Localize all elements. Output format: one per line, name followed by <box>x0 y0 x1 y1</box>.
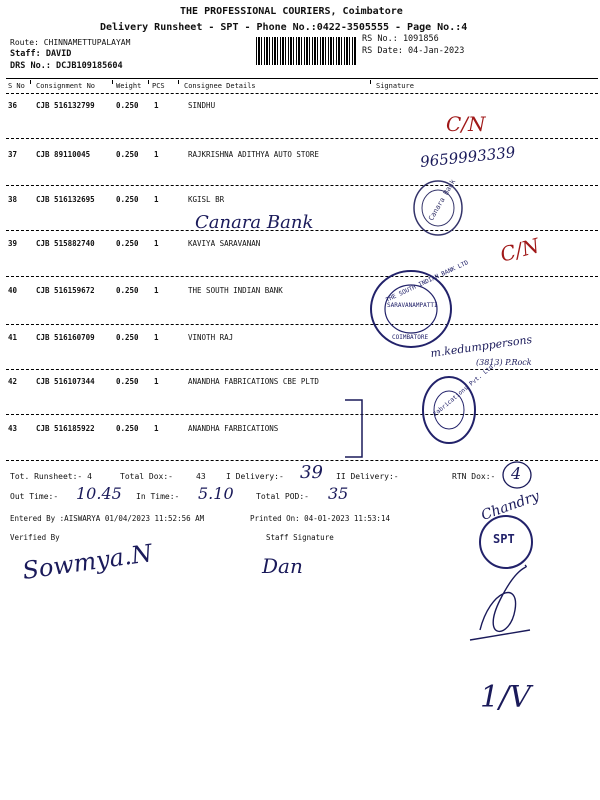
south-indian-stamp-branch: SARAVANAMPATTI <box>387 302 438 309</box>
col-signature: Signature <box>376 82 414 90</box>
row-sno: 37 <box>8 150 18 159</box>
ii-delivery-label: II Delivery:- <box>336 472 399 481</box>
row-consignment: CJB 89110045 <box>36 150 91 159</box>
row-consignee: SINDHU <box>188 101 216 110</box>
staff: Staff: DAVID <box>10 49 72 59</box>
verified-by-label: Verified By <box>10 533 60 542</box>
i-delivery-value: 39 <box>300 462 323 483</box>
cn-mark-1: C/N <box>446 112 486 136</box>
total-pod-label: Total POD:- <box>256 492 309 501</box>
col-sno: S No <box>8 82 25 90</box>
row-weight: 0.250 <box>116 424 139 433</box>
col-pcs: PCS <box>152 82 165 90</box>
runsheet-title: Delivery Runsheet - SPT - Phone No.:0422-3505555 - Page No.:4 <box>100 22 468 33</box>
in-time-value: 5.10 <box>198 484 234 503</box>
row-sno: 38 <box>8 195 18 204</box>
out-time-label: Out Time:- <box>10 492 59 501</box>
row-sno: 42 <box>8 377 18 386</box>
canara-stamp-text: Canara Bank <box>427 177 458 223</box>
row-pcs: 1 <box>154 101 159 110</box>
south-indian-stamp-text: THE SOUTH INDIAN BANK LTD <box>384 259 470 304</box>
total-pod-value: 35 <box>328 484 349 503</box>
spt-stamp-text: SPT <box>493 532 515 546</box>
signature-row-41: m.kedumppersons <box>429 332 533 361</box>
row-weight: 0.250 <box>116 150 139 159</box>
drs-number: DRS No.: DCJB109185604 <box>10 61 123 71</box>
bottom-handwritten-mark: 1/V <box>480 680 531 715</box>
row-pcs: 1 <box>154 239 159 248</box>
row-consignment: CJB 516160709 <box>36 333 95 342</box>
table-header-rule <box>6 93 598 94</box>
row-consignee: ANANDHA FABRICATIONS CBE PLTD <box>188 377 319 386</box>
row-consignment: CJB 515882740 <box>36 239 95 248</box>
fabrications-stamp-text: Fabrications Pvt. Ltd. <box>432 361 498 418</box>
row-consignee: RAJKRISHNA ADITHYA AUTO STORE <box>188 150 319 159</box>
phone-handwritten: 9659993339 <box>419 143 517 171</box>
rtn-dox-value: 4 <box>511 464 522 483</box>
total-dox-label: Total Dox:- <box>120 472 173 481</box>
i-delivery-label: I Delivery:- <box>226 472 284 481</box>
row-pcs: 1 <box>154 424 159 433</box>
row-pcs: 1 <box>154 377 159 386</box>
in-time-label: In Time:- <box>136 492 180 501</box>
row-consignee: THE SOUTH INDIAN BANK <box>188 286 283 295</box>
row-sno: 36 <box>8 101 18 110</box>
rs-number: RS No.: 1091856 <box>362 34 439 44</box>
row-consignee: KAVIYA SARAVANAN <box>188 239 261 248</box>
company-name: THE PROFESSIONAL COURIERS, Coimbatore <box>180 6 403 17</box>
staff-handwritten-signature: Dan <box>262 554 303 578</box>
row-weight: 0.250 <box>116 239 139 248</box>
row-pcs: 1 <box>154 195 159 204</box>
south-indian-stamp-city: COIMBATORE <box>392 334 429 341</box>
rtn-dox-label: RTN Dox:- <box>452 472 496 481</box>
bracket-mark <box>340 395 370 465</box>
row-pcs: 1 <box>154 150 159 159</box>
total-dox-value: 43 <box>196 472 206 481</box>
chandry-signature: Chandry <box>479 488 542 524</box>
col-consignment: Consignment No <box>36 82 96 90</box>
staff-signature-label: Staff Signature <box>266 533 334 542</box>
row-weight: 0.250 <box>116 101 139 110</box>
col-weight: Weight <box>116 82 142 90</box>
canara-handwritten: Canara Bank <box>195 212 314 233</box>
row-sno: 41 <box>8 333 18 342</box>
row-sno: 40 <box>8 286 18 295</box>
route: Route: CHINNAMETTUPALAYAM <box>10 38 131 47</box>
row-consignment: CJB 516132695 <box>36 195 95 204</box>
row-consignee: VINOTH RAJ <box>188 333 234 342</box>
row-pcs: 1 <box>154 333 159 342</box>
row-consignment: CJB 516107344 <box>36 377 95 386</box>
row-pcs: 1 <box>154 286 159 295</box>
rs-date: RS Date: 04-Jan-2023 <box>362 46 465 56</box>
row-consignment: CJB 516132799 <box>36 101 95 110</box>
barcode <box>256 37 356 65</box>
row-weight: 0.250 <box>116 286 139 295</box>
entered-by: Entered By :AISWARYA 01/04/2023 11:52:56 AM <box>10 514 205 523</box>
row-weight: 0.250 <box>116 377 139 386</box>
row-consignee: ANANDHA FARBICATIONS <box>188 424 279 433</box>
row-sno: 43 <box>8 424 18 433</box>
printed-on: Printed On: 04-01-2023 11:53:14 <box>250 514 390 523</box>
row-consignment: CJB 516159672 <box>36 286 95 295</box>
row-weight: 0.250 <box>116 333 139 342</box>
scribble-signature <box>460 560 540 650</box>
tot-runsheet: Tot. Runsheet:- 4 <box>10 472 92 481</box>
row-weight: 0.250 <box>116 195 139 204</box>
row-sno: 39 <box>8 239 18 248</box>
cn-mark-2: C/N <box>497 233 542 267</box>
row-consignee: KGISL BR <box>188 195 225 204</box>
signature-row-41b: (3813) P.Rock <box>476 358 532 367</box>
table-top-rule <box>6 78 598 79</box>
col-consignee: Consignee Details <box>184 82 256 90</box>
out-time-value: 10.45 <box>76 484 122 503</box>
verified-signature: Sowmya.N <box>20 539 154 585</box>
row-consignment: CJB 516185922 <box>36 424 95 433</box>
